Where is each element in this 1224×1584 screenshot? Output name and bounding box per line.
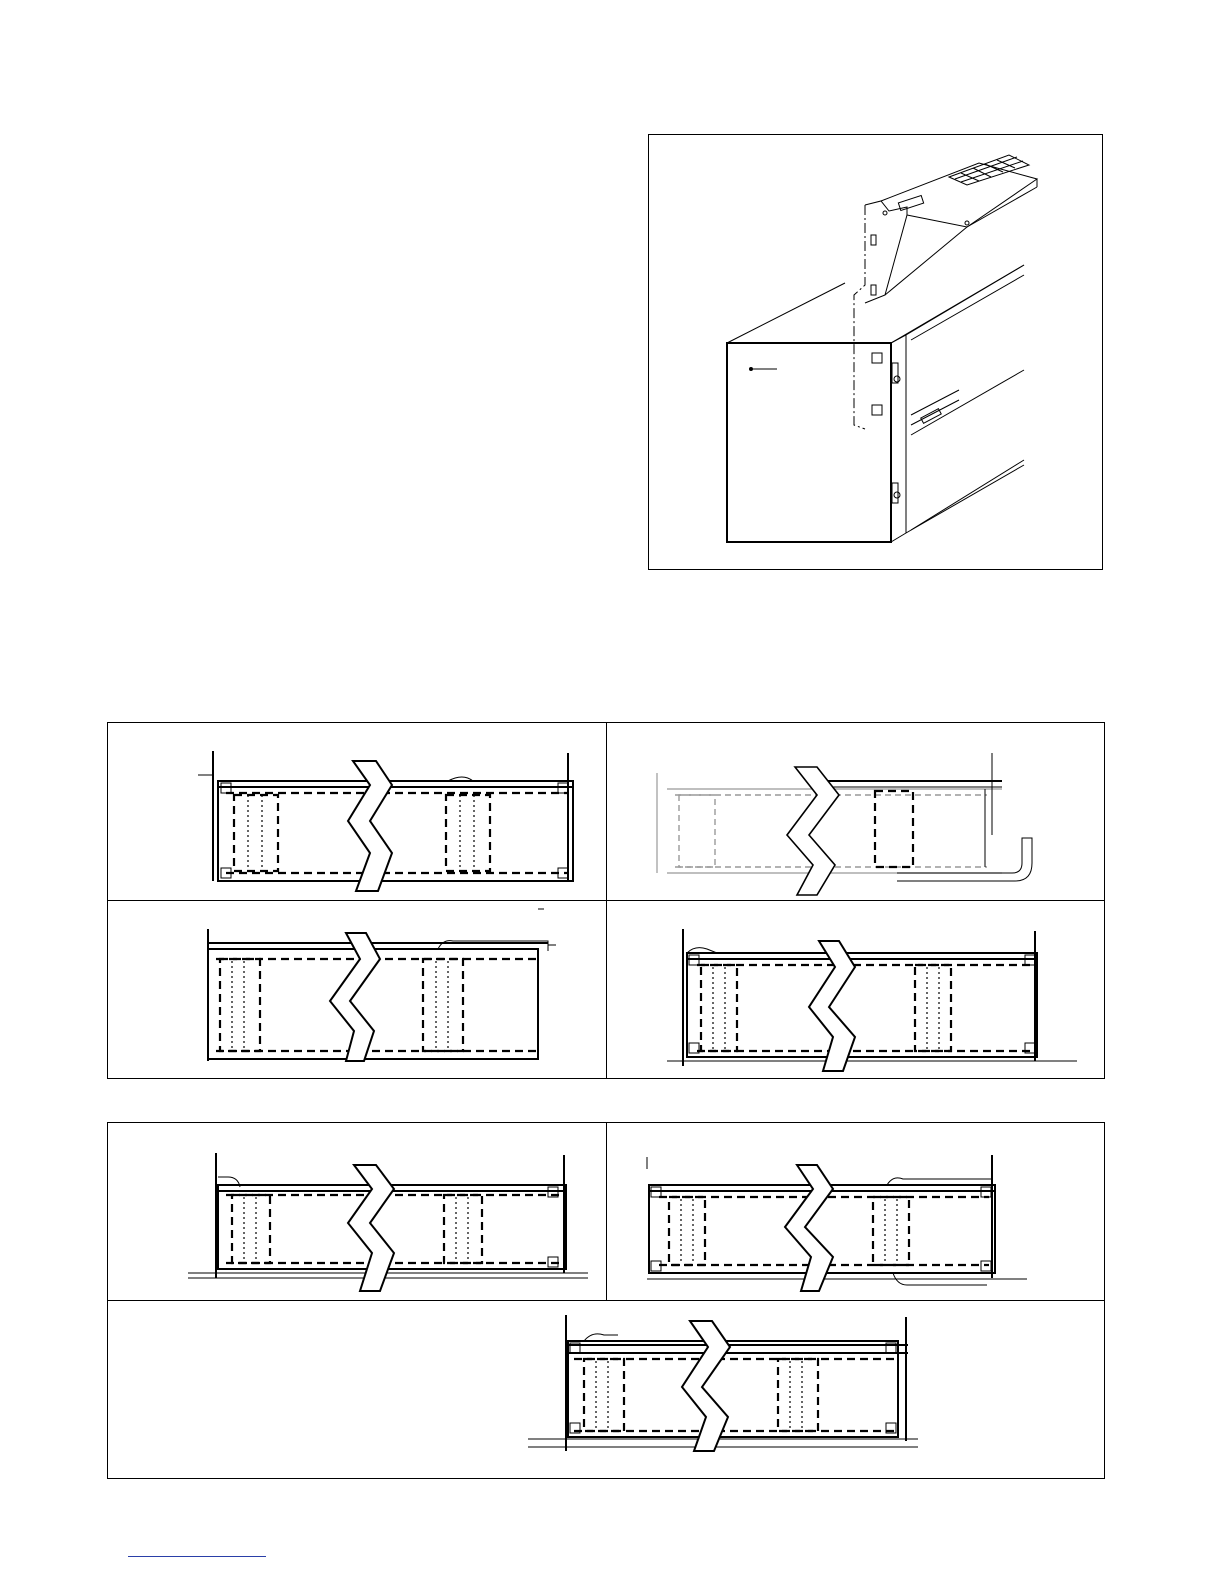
section-view-diagram [108,1301,1104,1478]
isometric-figure-frame [648,134,1103,570]
section-view-panel [607,723,1104,900]
section-view-diagram [108,1123,606,1300]
section-view-panel [108,1123,606,1300]
section-view-panel [108,723,606,900]
section-view-diagram [607,1123,1104,1300]
unit-cover-removal-illustration [649,135,1102,569]
section-view-diagram [108,723,606,900]
section-view-diagram [108,901,606,1078]
section-view-diagram [607,723,1104,900]
section-view-diagram [607,901,1104,1078]
section-views-grid-top [107,722,1105,1079]
section-view-panel [108,1301,1104,1478]
section-views-grid-bottom [107,1122,1105,1479]
section-view-panel [607,901,1104,1078]
section-view-panel [108,901,606,1078]
footer-rule [128,1556,266,1557]
section-view-panel [607,1123,1104,1300]
